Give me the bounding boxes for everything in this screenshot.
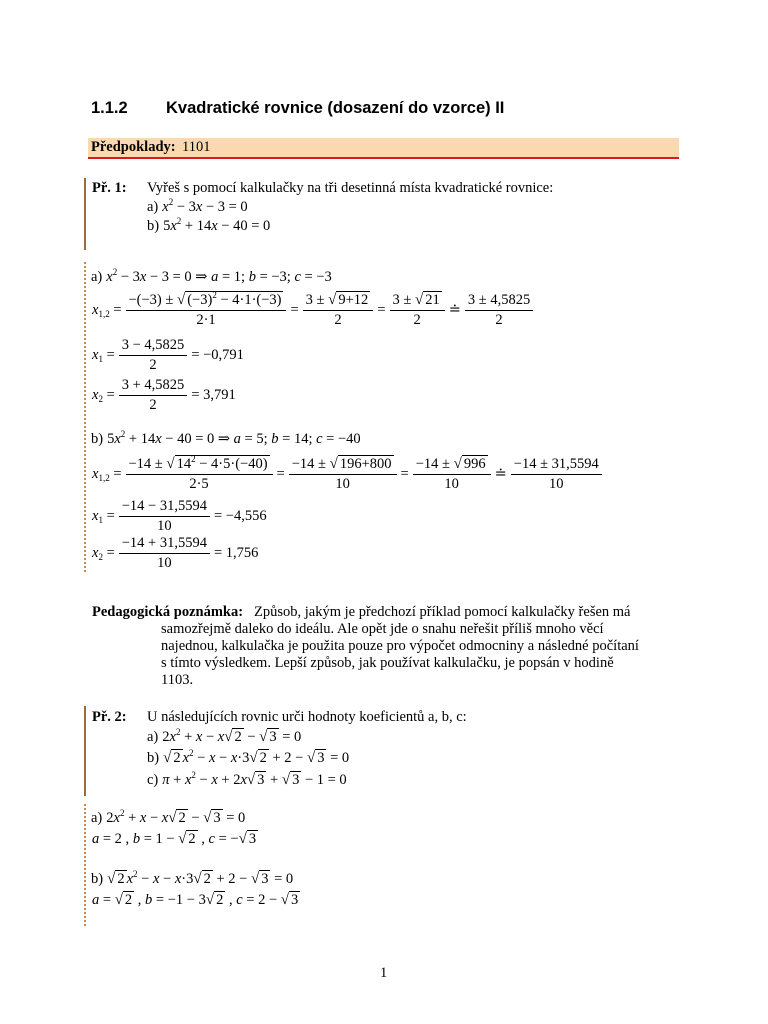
example-2-eq-a: a) $2x^2 + x - x√$ 2 − √ 3 = 0	[147, 727, 302, 745]
example-1-bar	[84, 178, 86, 250]
page-number: 1	[380, 965, 388, 981]
solution-1b-formula: $x_{1,2}$ = $\frac{-14 \pm √ 14^2 - 4\cdot 5\cdot(-40)}{2\cdot 5}$ = $\frac{-14 \pm √ 196+800}{10}$ = $\frac{-14 \pm √ 996}{10}$ ≐ $\frac{-14 \pm 31,5594}{10}$	[92, 456, 602, 493]
solution-1a-formula: $x_{1,2}$ = $\frac{-(-3) \pm √ (-3)^2 - 4\cdot 1\cdot(-3)}{2\cdot 1}$ = $\frac{3 \pm √ 9+12}{2}$ = $\frac{3 \pm √ 21}{2}$ ≐ $\frac{3 \pm 4,5825}{2}$	[92, 292, 533, 329]
prerequisites-bar	[88, 138, 679, 159]
solution-1a-coefficients: a) $x^2 - 3x - 3 = 0$ ⇒ a = 1; b = −3; c = −3	[91, 267, 332, 285]
section-number: 1.1.2	[91, 99, 128, 117]
example-1-eq-a: a) $x^2 - 3x - 3 = 0$	[147, 197, 248, 215]
solution-1b-x1: $x_1$ = $\frac{-14 - 31,5594}{10}$ = −4,556	[92, 498, 267, 534]
example-2-label: Př. 2:	[92, 709, 127, 725]
example-2-eq-b: b) √ 2 $x^2 - x - x\cdot 3√$ 2 + 2 − √ 3 = 0	[147, 748, 350, 766]
example-2-eq-c: c) $\pi + x^2 - x + 2x√$ 3 + √ 3 − 1 = 0	[147, 770, 347, 788]
solution-1a-x2: $x_2$ = $\frac{3 + 4,5825}{2}$ = 3,791	[92, 377, 236, 413]
pedagogical-note-line-5: 1103.	[161, 672, 194, 688]
prerequisites-label: Předpoklady:	[91, 139, 176, 155]
example-1-task: Vyřeš s pomocí kalkulačky na tři desetinná místa kvadratické rovnice:	[147, 180, 554, 196]
solution-2-dots	[84, 804, 86, 926]
pedagogical-note-line-3: najednou, kalkulačka je použita pouze pro výpočet odmocniny a následné počítaní	[161, 638, 639, 654]
pedagogical-note-line-2: samozřejmě daleko do ideálu. Ale opět jde o snahu neřešit příliš mnoho věcí	[161, 621, 604, 637]
pedagogical-note-line-1: Způsob, jakým je předchozí příklad pomocí kalkulačky řešen má	[254, 604, 631, 620]
prerequisites-value: 1101	[182, 139, 211, 155]
solution-1-dots	[84, 262, 86, 572]
solution-1b-x2: $x_2$ = $\frac{-14 + 31,5594}{10}$ = 1,756	[92, 535, 259, 571]
solution-2b-coefficients: a = √ 2 , b = −1 − 3√ 2 , c = 2 − √ 3	[92, 892, 299, 908]
example-1-eq-b: b) $5x^2 + 14x - 40 = 0$	[147, 216, 271, 234]
page-title: Kvadratické rovnice (dosazení do vzorce) II	[166, 99, 505, 117]
example-2-bar	[84, 706, 86, 796]
solution-1a-x1: $x_1$ = $\frac{3 - 4,5825}{2}$ = −0,791	[92, 337, 244, 373]
pedagogical-note-line-4: s tímto výsledkem. Lepší způsob, jak používat kalkulačku, je popsán v hodině	[161, 655, 614, 671]
solution-2a-equation: a) $2x^2 + x - x√$ 2 − √ 3 = 0	[91, 808, 246, 826]
example-2-task: U následujících rovnic urči hodnoty koeficientů a, b, c:	[147, 709, 467, 725]
solution-2b-equation: b) √ 2 $x^2 - x - x\cdot 3√$ 2 + 2 − √ 3 = 0	[91, 869, 294, 887]
example-1-label: Př. 1:	[92, 180, 127, 196]
solution-2a-coefficients: a = 2 , b = 1 − √ 2 , c = −√ 3	[92, 831, 257, 847]
pedagogical-note-label: Pedagogická poznámka:	[92, 604, 244, 620]
solution-1b-coefficients: b) $5x^2 + 14x - 40 = 0$ ⇒ a = 5; b = 14; c = −40	[91, 429, 361, 447]
